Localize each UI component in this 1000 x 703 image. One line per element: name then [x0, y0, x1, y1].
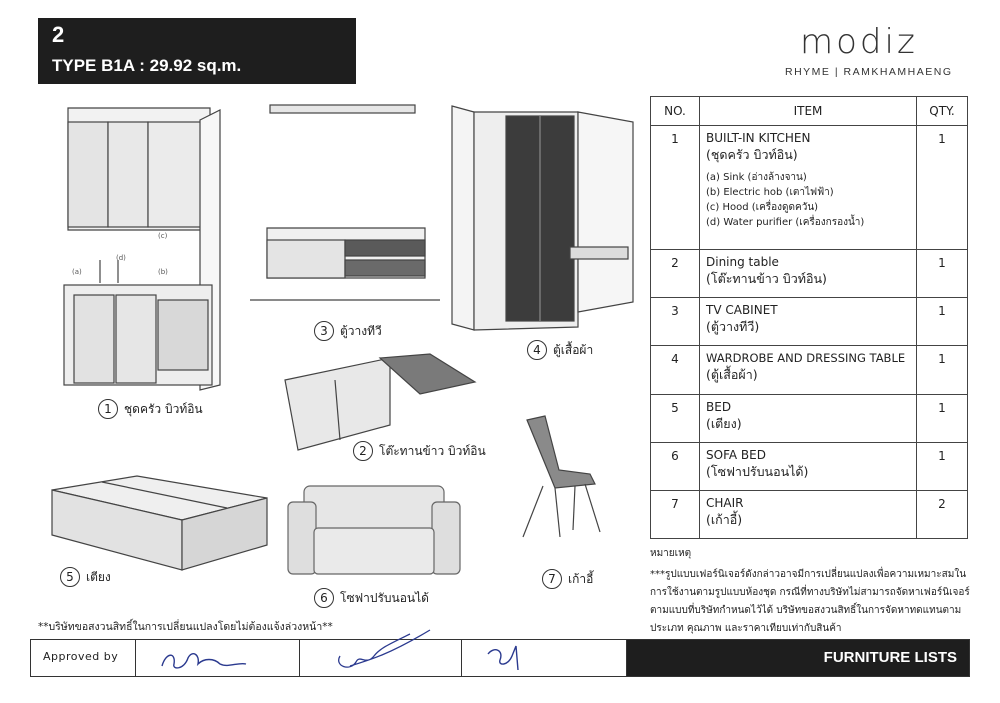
caption-dining-table — [353, 441, 486, 461]
col-no: NO. — [651, 97, 700, 126]
item-en: TV CABINET — [706, 303, 778, 317]
brand-logo: modiz — [800, 22, 918, 62]
row-qty: 2 — [917, 491, 968, 539]
footer-title: FURNITURE LISTS — [823, 649, 957, 666]
table-row — [651, 491, 968, 539]
caption-text: ชุดครัว บิวท์อิน — [124, 401, 203, 416]
caption-text: ตู้เสื้อผ้า — [553, 342, 594, 357]
caption-kitchen — [98, 399, 203, 419]
signature-cell — [300, 640, 462, 676]
kitchen-label-a: (a) — [72, 268, 82, 276]
kitchen-label-b: (b) — [158, 268, 168, 276]
caption-chair — [542, 569, 593, 589]
caption-wardrobe — [527, 340, 593, 360]
row-qty: 1 — [917, 298, 968, 346]
caption-text: ตู้วางทีวี — [340, 323, 382, 338]
row-no: 3 — [651, 298, 700, 346]
item-th: (โซฟาปรับนอนได้) — [706, 464, 809, 479]
signature-cell — [136, 640, 300, 676]
kitchen-label-d: (d) — [116, 254, 126, 262]
caption-sofa-bed — [314, 588, 429, 608]
row-qty: 1 — [917, 346, 968, 395]
col-item: ITEM — [700, 97, 917, 126]
furniture-table — [650, 96, 968, 539]
caption-number: 4 — [527, 340, 547, 360]
row-no: 2 — [651, 250, 700, 298]
brand-subtitle: RHYME | RAMKHAMHAENG — [785, 66, 953, 78]
table-row — [651, 126, 968, 250]
caption-text: เตียง — [86, 569, 111, 584]
caption-bed — [60, 567, 111, 587]
table-row — [651, 346, 968, 395]
unit-type-label: TYPE B1A : 29.92 sq.m. — [52, 56, 242, 75]
chair-illustration — [515, 412, 610, 542]
caption-text: โต๊ะทานข้าว บิวท์อิน — [379, 443, 486, 458]
signature-cell — [462, 640, 627, 676]
table-row — [651, 395, 968, 443]
table-row — [651, 443, 968, 491]
row-qty: 1 — [917, 395, 968, 443]
signature-1 — [154, 644, 284, 674]
signature-3 — [482, 642, 542, 674]
wardrobe-illustration — [448, 102, 638, 334]
bed-illustration — [42, 470, 272, 575]
col-qty: QTY. — [917, 97, 968, 126]
notes-title: หมายเหตุ — [650, 548, 692, 559]
item-sub: (b) Electric hob (เตาไฟฟ้า) — [706, 187, 834, 198]
row-no: 7 — [651, 491, 700, 539]
row-item — [700, 250, 917, 298]
row-no: 4 — [651, 346, 700, 395]
notes-body: ***รูปแบบเฟอร์นิเจอร์ดังกล่าวอาจมีการเปลี่ยนแปลงเพื่อความเหมาะสมในการใช้งานตามรูปแบบห้องชุด กรณีที่ทางบริษัทไม่สามารถจัดหาเฟอร์นิเจอร์ตามแบบที่บริษัทกำหนดไว้ได้ บริษัทขอสงวนสิทธิ์ในการจัดหาทดแทนตามประเภท คุณภาพ และราคาเทียบเท่ากับสินค้า — [650, 569, 970, 634]
row-item — [700, 346, 917, 395]
item-th: (ตู้วางทีวี) — [706, 319, 760, 334]
row-qty: 1 — [917, 250, 968, 298]
row-item — [700, 126, 917, 250]
caption-number: 2 — [353, 441, 373, 461]
item-th: (เตียง) — [706, 416, 742, 431]
kitchen-label-c: (c) — [158, 232, 168, 240]
item-sub: (c) Hood (เครื่องดูดควัน) — [706, 202, 819, 213]
row-item — [700, 298, 917, 346]
caption-number: 6 — [314, 588, 334, 608]
tv-cabinet-illustration — [245, 100, 445, 305]
item-en: CHAIR — [706, 496, 744, 510]
item-en: WARDROBE AND DRESSING TABLE — [706, 351, 906, 365]
footer-bar — [30, 639, 970, 677]
row-item — [700, 491, 917, 539]
signature-2 — [330, 626, 450, 676]
caption-number: 3 — [314, 321, 334, 341]
item-th: (โต๊ะทานข้าว บิวท์อิน) — [706, 271, 827, 286]
item-sub: (d) Water purifier (เครื่องกรองน้ำ) — [706, 217, 865, 228]
page-header — [38, 18, 356, 84]
caption-number: 7 — [542, 569, 562, 589]
approved-label: Approved by — [43, 650, 119, 663]
caption-text: เก้าอี้ — [568, 571, 594, 586]
row-item — [700, 395, 917, 443]
item-th: (เก้าอี้) — [706, 512, 743, 527]
item-en: SOFA BED — [706, 448, 766, 462]
table-row — [651, 298, 968, 346]
item-en: BED — [706, 400, 732, 414]
page-number: 2 — [52, 22, 65, 47]
approved-cell — [31, 640, 136, 676]
row-qty: 1 — [917, 126, 968, 250]
item-th: (ตู้เสื้อผ้า) — [706, 367, 758, 382]
item-en: BUILT-IN KITCHEN — [706, 131, 811, 145]
sofa-bed-illustration — [282, 480, 467, 580]
row-no: 5 — [651, 395, 700, 443]
disclaimer-text: **บริษัทขอสงวนสิทธิ์ในการเปลี่ยนแปลงโดยไม่ต้องแจ้งล่วงหน้า** — [38, 621, 333, 633]
caption-number: 1 — [98, 399, 118, 419]
row-item — [700, 443, 917, 491]
row-no: 1 — [651, 126, 700, 250]
item-th: (ชุดครัว บิวท์อิน) — [706, 147, 798, 162]
caption-tv-cabinet — [314, 321, 382, 341]
item-en: Dining table — [706, 255, 779, 269]
caption-text: โซฟาปรับนอนได้ — [340, 590, 429, 605]
item-sub: (a) Sink (อ่างล้างจาน) — [706, 172, 807, 183]
caption-number: 5 — [60, 567, 80, 587]
row-no: 6 — [651, 443, 700, 491]
table-row — [651, 250, 968, 298]
kitchen-illustration — [60, 100, 235, 395]
row-qty: 1 — [917, 443, 968, 491]
footer-title-bar — [627, 640, 969, 676]
